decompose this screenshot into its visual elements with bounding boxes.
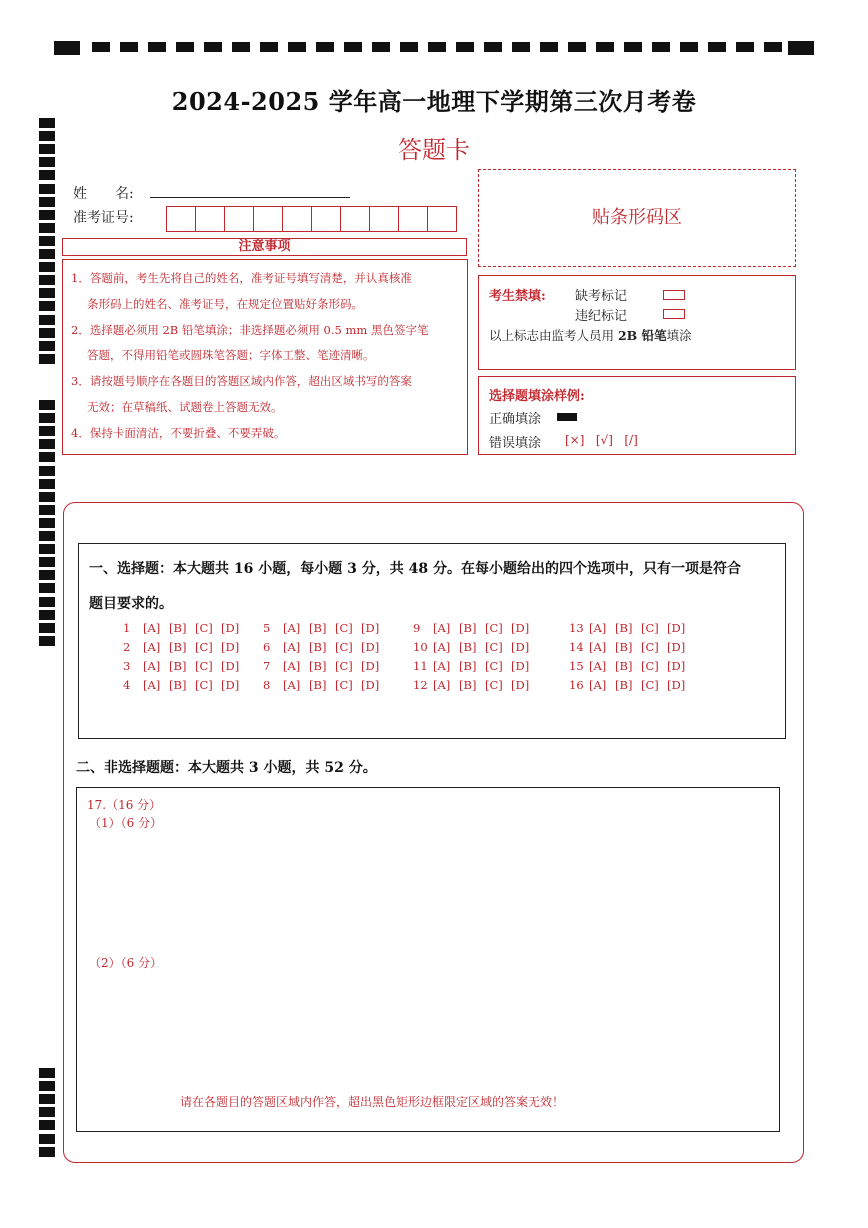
- choice-bubble[interactable]: [A]: [143, 678, 161, 692]
- section1-title-line1: 一、选择题：本大题共 16 小题，每小题 3 分，共 48 分。在每小题给出的四个选项中，只有一项是符合: [89, 561, 741, 577]
- timing-mark: [39, 518, 55, 528]
- note-line: 1．答题前，考生先将自己的姓名，准考证号填写清楚，并认真核准: [71, 271, 412, 285]
- violation-label: 违纪标记: [575, 309, 628, 324]
- timing-mark: [39, 531, 55, 541]
- page-subtitle: 答题卡: [398, 136, 470, 164]
- choice-bubble[interactable]: [D]: [221, 678, 240, 692]
- choice-bubble[interactable]: [D]: [221, 621, 240, 635]
- timing-mark: [39, 197, 55, 207]
- choice-bubble[interactable]: [B]: [309, 678, 327, 692]
- timing-mark: [39, 610, 55, 620]
- timing-mark: [39, 328, 55, 338]
- choice-bubble[interactable]: [B]: [309, 621, 327, 635]
- timing-mark: [39, 262, 55, 272]
- question-number: 15: [569, 659, 584, 673]
- question-choice-row: [123, 640, 247, 654]
- examiner-only-box: [478, 275, 796, 370]
- timing-mark: [39, 341, 55, 351]
- id-number-boxes[interactable]: [166, 206, 456, 232]
- timing-mark: [39, 544, 55, 554]
- question-number: 3: [123, 659, 131, 673]
- choice-bubble[interactable]: [B]: [615, 640, 633, 654]
- timing-mark: [39, 184, 55, 194]
- name-label: 姓 名:: [73, 186, 134, 202]
- timing-mark: [39, 288, 55, 298]
- choice-bubble[interactable]: [B]: [309, 659, 327, 673]
- timing-mark: [39, 570, 55, 580]
- correct-fill-mark: [557, 413, 577, 421]
- timing-mark: [39, 1147, 55, 1157]
- choice-bubble[interactable]: [C]: [335, 621, 353, 635]
- question-17-answer-box[interactable]: [76, 787, 780, 1132]
- choice-bubble[interactable]: [C]: [485, 621, 503, 635]
- choice-bubble[interactable]: [A]: [143, 640, 161, 654]
- question-choice-row: [123, 678, 247, 692]
- question-choice-row: [569, 659, 693, 673]
- choice-bubble[interactable]: [C]: [195, 621, 213, 635]
- name-field[interactable]: [150, 197, 350, 198]
- choice-bubble[interactable]: [C]: [641, 659, 659, 673]
- question-number: 9: [413, 621, 421, 635]
- timing-mark: [39, 236, 55, 246]
- timing-mark: [39, 170, 55, 180]
- choice-bubble[interactable]: [A]: [433, 621, 451, 635]
- timing-mark: [39, 1134, 55, 1144]
- section2-title: 二、非选择题题：本大题共 3 小题，共 52 分。: [76, 760, 377, 776]
- notes-title: 注意事项: [62, 238, 467, 256]
- question-choice-row: [263, 678, 387, 692]
- choice-bubble[interactable]: [A]: [589, 621, 607, 635]
- timing-mark: [39, 583, 55, 593]
- choice-bubble[interactable]: [C]: [485, 659, 503, 673]
- q17-1-label: （1）（6 分）: [89, 816, 163, 830]
- timing-mark: [39, 301, 55, 311]
- timing-mark: [39, 479, 55, 489]
- choice-bubble[interactable]: [D]: [361, 640, 380, 654]
- question-choice-row: [413, 621, 537, 635]
- choice-bubble[interactable]: [A]: [283, 640, 301, 654]
- note-line: 3．请按题号顺序在各题目的答题区域内作答，超出区域书写的答案: [71, 374, 412, 389]
- wrong-marks: [×] [√] [/]: [565, 433, 638, 447]
- timing-mark: [39, 118, 55, 128]
- id-label: 准考证号:: [73, 210, 134, 226]
- notes-box: [62, 259, 468, 455]
- timing-mark: [39, 210, 55, 220]
- timing-mark: [39, 275, 55, 285]
- choice-bubble[interactable]: [B]: [169, 659, 187, 673]
- question-number: 8: [263, 678, 271, 692]
- note-line: 条形码上的姓名、准考证号，在规定位置贴好条形码。: [87, 296, 363, 311]
- timing-mark: [39, 315, 55, 325]
- choice-bubble[interactable]: [B]: [459, 659, 477, 673]
- example-title: 选择题填涂样例:: [489, 389, 585, 404]
- forbid-note: 以上标志由监考人员用 2B 铅笔填涂: [489, 328, 692, 343]
- fill-example-box: [478, 376, 796, 455]
- question-number: 10: [413, 640, 428, 654]
- question-number: 14: [569, 640, 584, 654]
- timing-mark: [39, 452, 55, 462]
- section1-title-line2: 题目要求的。: [89, 596, 173, 612]
- timing-mark: [39, 636, 55, 646]
- absent-label: 缺考标记: [575, 289, 628, 304]
- choice-bubble[interactable]: [A]: [283, 621, 301, 635]
- choice-bubble[interactable]: [C]: [335, 640, 353, 654]
- question-choice-row: [413, 678, 537, 692]
- q17-label: 17.（16 分）: [87, 798, 162, 812]
- choice-bubble[interactable]: [D]: [511, 621, 530, 635]
- multiple-choice-section: [78, 543, 786, 739]
- choice-bubble[interactable]: [A]: [433, 640, 451, 654]
- choice-bubble[interactable]: [D]: [221, 640, 240, 654]
- timing-mark: [39, 439, 55, 449]
- choice-bubble[interactable]: [D]: [667, 678, 686, 692]
- choice-bubble[interactable]: [D]: [511, 678, 530, 692]
- question-number: 6: [263, 640, 271, 654]
- choice-bubble[interactable]: [C]: [335, 659, 353, 673]
- choice-bubble[interactable]: [A]: [143, 621, 161, 635]
- question-choice-row: [569, 640, 693, 654]
- boundary-warning: 请在各题目的答题区域内作答，超出黑色矩形边框限定区域的答案无效！: [180, 1095, 565, 1109]
- timing-mark: [39, 623, 55, 633]
- choice-bubble[interactable]: [A]: [433, 659, 451, 673]
- timing-mark: [39, 354, 55, 364]
- choice-bubble[interactable]: [B]: [615, 678, 633, 692]
- choice-bubble[interactable]: [C]: [195, 678, 213, 692]
- choice-bubble[interactable]: [C]: [195, 659, 213, 673]
- choice-bubble[interactable]: [B]: [459, 621, 477, 635]
- note-line: 无效；在草稿纸、试题卷上答题无效。: [87, 399, 283, 414]
- question-choice-row: [413, 640, 537, 654]
- choice-bubble[interactable]: [A]: [283, 659, 301, 673]
- note-line: 4．保持卡面清洁，不要折叠、不要弄破。: [71, 425, 286, 440]
- question-number: 16: [569, 678, 584, 692]
- question-choice-row: [569, 621, 693, 635]
- question-choice-row: [123, 659, 247, 673]
- timing-mark: [39, 466, 55, 476]
- choice-bubble[interactable]: [D]: [361, 621, 380, 635]
- choice-bubble[interactable]: [B]: [459, 678, 477, 692]
- barcode-area: 贴条形码区: [478, 169, 796, 267]
- timing-mark: [39, 597, 55, 607]
- question-choice-row: [263, 659, 387, 673]
- choice-bubble[interactable]: [D]: [667, 621, 686, 635]
- timing-mark: [39, 223, 55, 233]
- question-number: 2: [123, 640, 131, 654]
- choice-bubble[interactable]: [D]: [221, 659, 240, 673]
- correct-label: 正确填涂: [489, 412, 542, 427]
- absent-mark[interactable]: [663, 290, 685, 300]
- choice-bubble[interactable]: [D]: [511, 640, 530, 654]
- violation-mark[interactable]: [663, 309, 685, 319]
- choice-bubble[interactable]: [B]: [309, 640, 327, 654]
- forbid-title: 考生禁填:: [489, 289, 546, 304]
- timing-mark: [39, 492, 55, 502]
- choice-bubble[interactable]: [A]: [433, 678, 451, 692]
- choice-bubble[interactable]: [B]: [169, 621, 187, 635]
- question-number: 13: [569, 621, 584, 635]
- choice-bubble[interactable]: [D]: [667, 659, 686, 673]
- question-number: 12: [413, 678, 428, 692]
- question-number: 1: [123, 621, 131, 635]
- timing-mark: [39, 249, 55, 259]
- choice-bubble[interactable]: [A]: [143, 659, 161, 673]
- choice-bubble[interactable]: [A]: [589, 659, 607, 673]
- choice-bubble[interactable]: [D]: [361, 659, 380, 673]
- timing-mark: [39, 505, 55, 515]
- choice-bubble[interactable]: [D]: [361, 678, 380, 692]
- choice-bubble[interactable]: [A]: [283, 678, 301, 692]
- choice-bubble[interactable]: [C]: [485, 640, 503, 654]
- question-choice-row: [413, 659, 537, 673]
- choice-bubble[interactable]: [C]: [195, 640, 213, 654]
- timing-mark: [39, 1120, 55, 1130]
- note-line: 2．选择题必须用 2B 铅笔填涂；非选择题必须用 0.5 mm 黑色签字笔: [71, 322, 429, 337]
- q17-2-label: （2）（6 分）: [89, 956, 163, 970]
- choice-bubble[interactable]: [D]: [667, 640, 686, 654]
- choice-bubble[interactable]: [B]: [615, 621, 633, 635]
- choice-bubble[interactable]: [B]: [459, 640, 477, 654]
- timing-mark: [39, 426, 55, 436]
- wrong-label: 错误填涂: [489, 436, 542, 451]
- question-number: 5: [263, 621, 271, 635]
- choice-bubble[interactable]: [A]: [589, 640, 607, 654]
- question-choice-row: [569, 678, 693, 692]
- timing-mark: [39, 1107, 55, 1117]
- note-line: 答题，不得用铅笔或圆珠笔答题；字体工整、笔迹清晰。: [87, 348, 375, 363]
- timing-mark: [39, 400, 55, 410]
- choice-bubble[interactable]: [C]: [641, 621, 659, 635]
- question-choice-row: [263, 621, 387, 635]
- question-number: 4: [123, 678, 131, 692]
- question-choice-row: [123, 621, 247, 635]
- page-title: 2024-2025 学年高一地理下学期第三次月考卷: [171, 87, 697, 116]
- choice-bubble[interactable]: [B]: [169, 678, 187, 692]
- choice-bubble[interactable]: [A]: [589, 678, 607, 692]
- timing-mark: [39, 1081, 55, 1091]
- timing-mark: [39, 557, 55, 567]
- choice-bubble[interactable]: [C]: [641, 640, 659, 654]
- question-choice-row: [263, 640, 387, 654]
- choice-bubble[interactable]: [C]: [335, 678, 353, 692]
- choice-bubble[interactable]: [B]: [169, 640, 187, 654]
- question-number: 7: [263, 659, 271, 673]
- choice-bubble[interactable]: [B]: [615, 659, 633, 673]
- timing-mark: [39, 1068, 55, 1078]
- choice-bubble[interactable]: [D]: [511, 659, 530, 673]
- choice-bubble[interactable]: [C]: [485, 678, 503, 692]
- timing-mark: [39, 413, 55, 423]
- question-number: 11: [413, 659, 428, 673]
- timing-mark: [39, 1094, 55, 1104]
- choice-bubble[interactable]: [C]: [641, 678, 659, 692]
